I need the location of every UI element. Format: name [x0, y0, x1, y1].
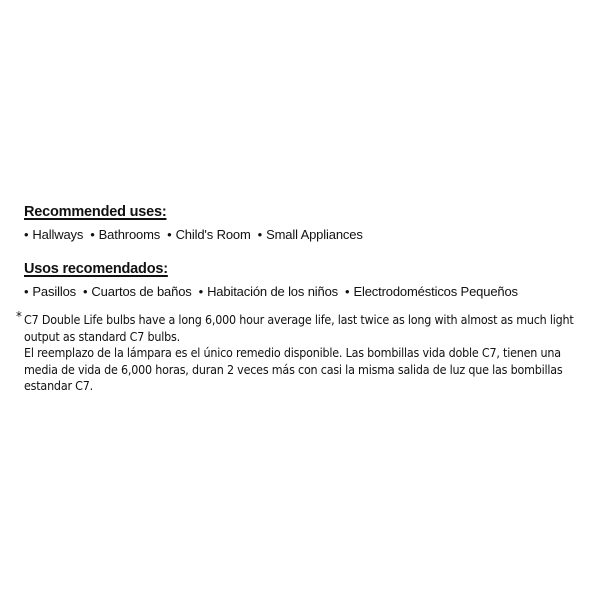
list-item: • Child's Room: [167, 227, 251, 243]
list-item: • Bathrooms: [90, 227, 160, 243]
recommended-uses-list: [24, 227, 584, 243]
footnote-spanish: El reemplazo de la lámpara es el único remedio disponible. Las bombillas vida doble C7, tienen una media de vida de 6,000 horas, duran 2 veces más con casi la misma salida de luz que las bombillas estandar C7.: [24, 345, 563, 393]
usos-recomendados-section: [24, 260, 584, 300]
list-item: • Habitación de los niños: [199, 284, 338, 300]
usos-recomendados-list: [24, 284, 584, 300]
list-item: • Hallways: [24, 227, 83, 243]
footnote-english: C7 Double Life bulbs have a long 6,000 hour average life, last twice as long with almost as much light output as standard C7 bulbs.: [24, 312, 574, 344]
usos-recomendados-heading: Usos recomendados:: [24, 261, 168, 277]
list-item: • Cuartos de baños: [83, 284, 192, 300]
footnote-marker: *: [16, 310, 22, 325]
list-item: • Electrodomésticos Pequeños: [345, 284, 518, 300]
recommended-uses-section: [24, 203, 584, 243]
list-item: • Pasillos: [24, 284, 76, 300]
recommended-uses-heading: Recommended uses:: [24, 204, 167, 220]
list-item: • Small Appliances: [258, 227, 363, 243]
footnote: [16, 312, 588, 395]
